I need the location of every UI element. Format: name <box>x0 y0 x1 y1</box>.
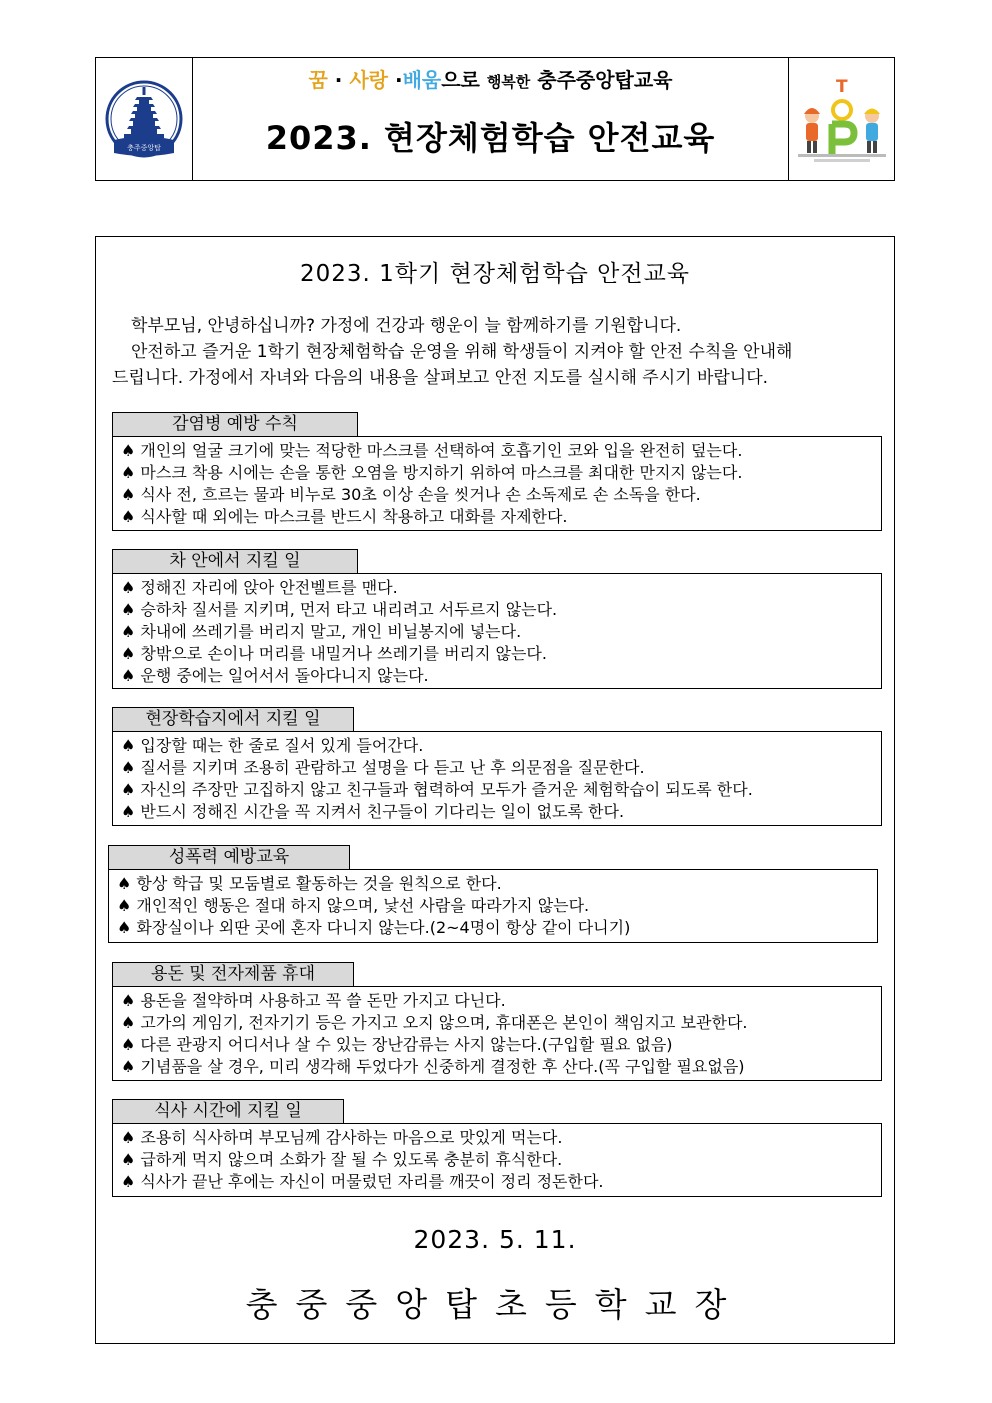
list-item: ♠ 조용히 식사하며 부모님께 감사하는 마음으로 맛있게 먹는다. <box>121 1128 563 1147</box>
mascot-cell <box>788 58 894 180</box>
slogan-particle: 으로 <box>441 68 480 92</box>
intro-line: 학부모님, 안녕하십니까? 가정에 건강과 행운이 늘 함께하기를 기원합니다. <box>131 316 682 336</box>
list-item: ♠ 차내에 쓰레기를 버리지 말고, 개인 비닐봉지에 넣는다. <box>121 622 522 641</box>
intro-line: 드립니다. 가정에서 자녀와 다음의 내용을 살펴보고 안전 지도를 실시해 주시기 바랍니다. <box>112 368 769 388</box>
document-title: 2023. 현장체험학습 안전교육 <box>265 119 716 157</box>
list-item: ♠ 고가의 게임기, 전자기기 등은 가지고 오지 않으며, 휴대폰은 본인이 책임지고 보관한다. <box>121 1013 748 1032</box>
list-item: ♠ 화장실이나 외딴 곳에 혼자 다니지 않는다.(2~4명이 항상 같이 다니기) <box>117 918 631 937</box>
section-title: 감염병 예방 수칙 <box>112 412 358 436</box>
intro-paragraph <box>112 313 888 391</box>
mascot-letter-o: O <box>836 115 838 116</box>
school-logo-cell <box>96 58 193 180</box>
list-item: ♠ 항상 학급 및 모둠별로 활동하는 것을 원칙으로 한다. <box>117 874 502 893</box>
list-item: ♠ 개인의 얼굴 크기에 맞는 적당한 마스크를 선택하여 호흡기인 코와 입을 완전히 덮는다. <box>121 441 743 460</box>
issue-date: 2023. 5. 11. <box>413 1225 577 1254</box>
slogan-word-learning: 배움 <box>402 68 442 92</box>
slogan-dot: · <box>394 68 403 92</box>
section-items <box>112 1123 882 1197</box>
list-item: ♠ 식사가 끝난 후에는 자신이 머물렀던 자리를 깨끗이 정리 정돈한다. <box>121 1172 604 1191</box>
header-box <box>95 57 895 181</box>
slogan-word-dream: 꿈 <box>308 68 328 92</box>
pagoda-logo-icon <box>104 73 184 165</box>
list-item: ♠ 반드시 정해진 시간을 꼭 지켜서 친구들이 기다리는 일이 없도록 한다. <box>121 802 625 821</box>
list-item: ♠ 운행 중에는 일어서서 돌아다니지 않는다. <box>121 666 429 685</box>
list-item: ♠ 입장할 때는 한 줄로 질서 있게 들어간다. <box>121 736 424 755</box>
section-items <box>112 573 882 689</box>
top-mascot-icon <box>794 72 890 166</box>
main-notice-box <box>95 236 895 1344</box>
section-items <box>112 986 882 1081</box>
slogan-school: 충주중앙탑교육 <box>537 68 673 92</box>
section-title: 식사 시간에 지킬 일 <box>112 1099 344 1123</box>
list-item: ♠ 자신의 주장만 고집하지 않고 친구들과 협력하여 모두가 즐거운 체험학습이 되도록 한다. <box>121 780 753 799</box>
mascot-letter-t: T <box>835 77 848 97</box>
list-item: ♠ 질서를 지키며 조용히 관람하고 설명을 다 듣고 난 후 의문점을 질문한다. <box>121 758 645 777</box>
section-title: 용돈 및 전자제품 휴대 <box>112 962 354 986</box>
slogan-word-love: 사랑 <box>349 68 388 92</box>
list-item: ♠ 식사할 때 외에는 마스크를 반드시 착용하고 대화를 자제한다. <box>121 507 568 526</box>
list-item: ♠ 급하게 먹지 않으며 소화가 잘 될 수 있도록 충분히 휴식한다. <box>121 1150 563 1169</box>
section-title: 차 안에서 지킬 일 <box>112 549 358 573</box>
list-item: ♠ 용돈을 절약하며 사용하고 꼭 쓸 돈만 가지고 다닌다. <box>121 991 506 1010</box>
mascot-letter-p: P <box>837 138 839 139</box>
slogan-middle: 행복한 <box>486 73 531 91</box>
notice-title: 2023. 1학기 현장체험학습 안전교육 <box>299 261 691 287</box>
list-item: ♠ 승하차 질서를 지키며, 먼저 타고 내리려고 서두르지 않는다. <box>121 600 558 619</box>
principal-signature: 충중중앙탑초등학교장 <box>245 1285 745 1324</box>
logo-caption: 충주중앙탑 <box>127 144 161 152</box>
section-items <box>112 731 882 826</box>
slogan-dot: · <box>334 68 343 92</box>
list-item: ♠ 식사 전, 흐르는 물과 비누로 30초 이상 손을 씻거나 손 소독제로 손 소독을 한다. <box>121 485 701 504</box>
list-item: ♠ 다른 관광지 어디서나 살 수 있는 장난감류는 사지 않는다.(구입할 필요 없음) <box>121 1035 673 1054</box>
intro-line: 안전하고 즐거운 1학기 현장체험학습 운영을 위해 학생들이 지켜야 할 안전 수칙을 안내해 <box>131 342 793 362</box>
section-title: 성폭력 예방교육 <box>108 845 350 869</box>
list-item: ♠ 마스크 착용 시에는 손을 통한 오염을 방지하기 위하여 마스크를 최대한 만지지 않는다. <box>121 463 743 482</box>
section-items <box>108 869 878 943</box>
slogan <box>308 64 672 93</box>
section-items <box>112 436 882 531</box>
list-item: ♠ 창밖으로 손이나 머리를 내밀거나 쓰레기를 버리지 않는다. <box>121 644 547 663</box>
list-item: ♠ 정해진 자리에 앉아 안전벨트를 맨다. <box>121 578 398 597</box>
list-item: ♠ 개인적인 행동은 절대 하지 않으며, 낯선 사람을 따라가지 않는다. <box>117 896 590 915</box>
list-item: ♠ 기념품을 살 경우, 미리 생각해 두었다가 신중하게 결정한 후 산다.(꼭 구입할 필요없음) <box>121 1057 745 1076</box>
section-title: 현장학습지에서 지킬 일 <box>112 707 354 731</box>
header-center <box>193 58 788 180</box>
